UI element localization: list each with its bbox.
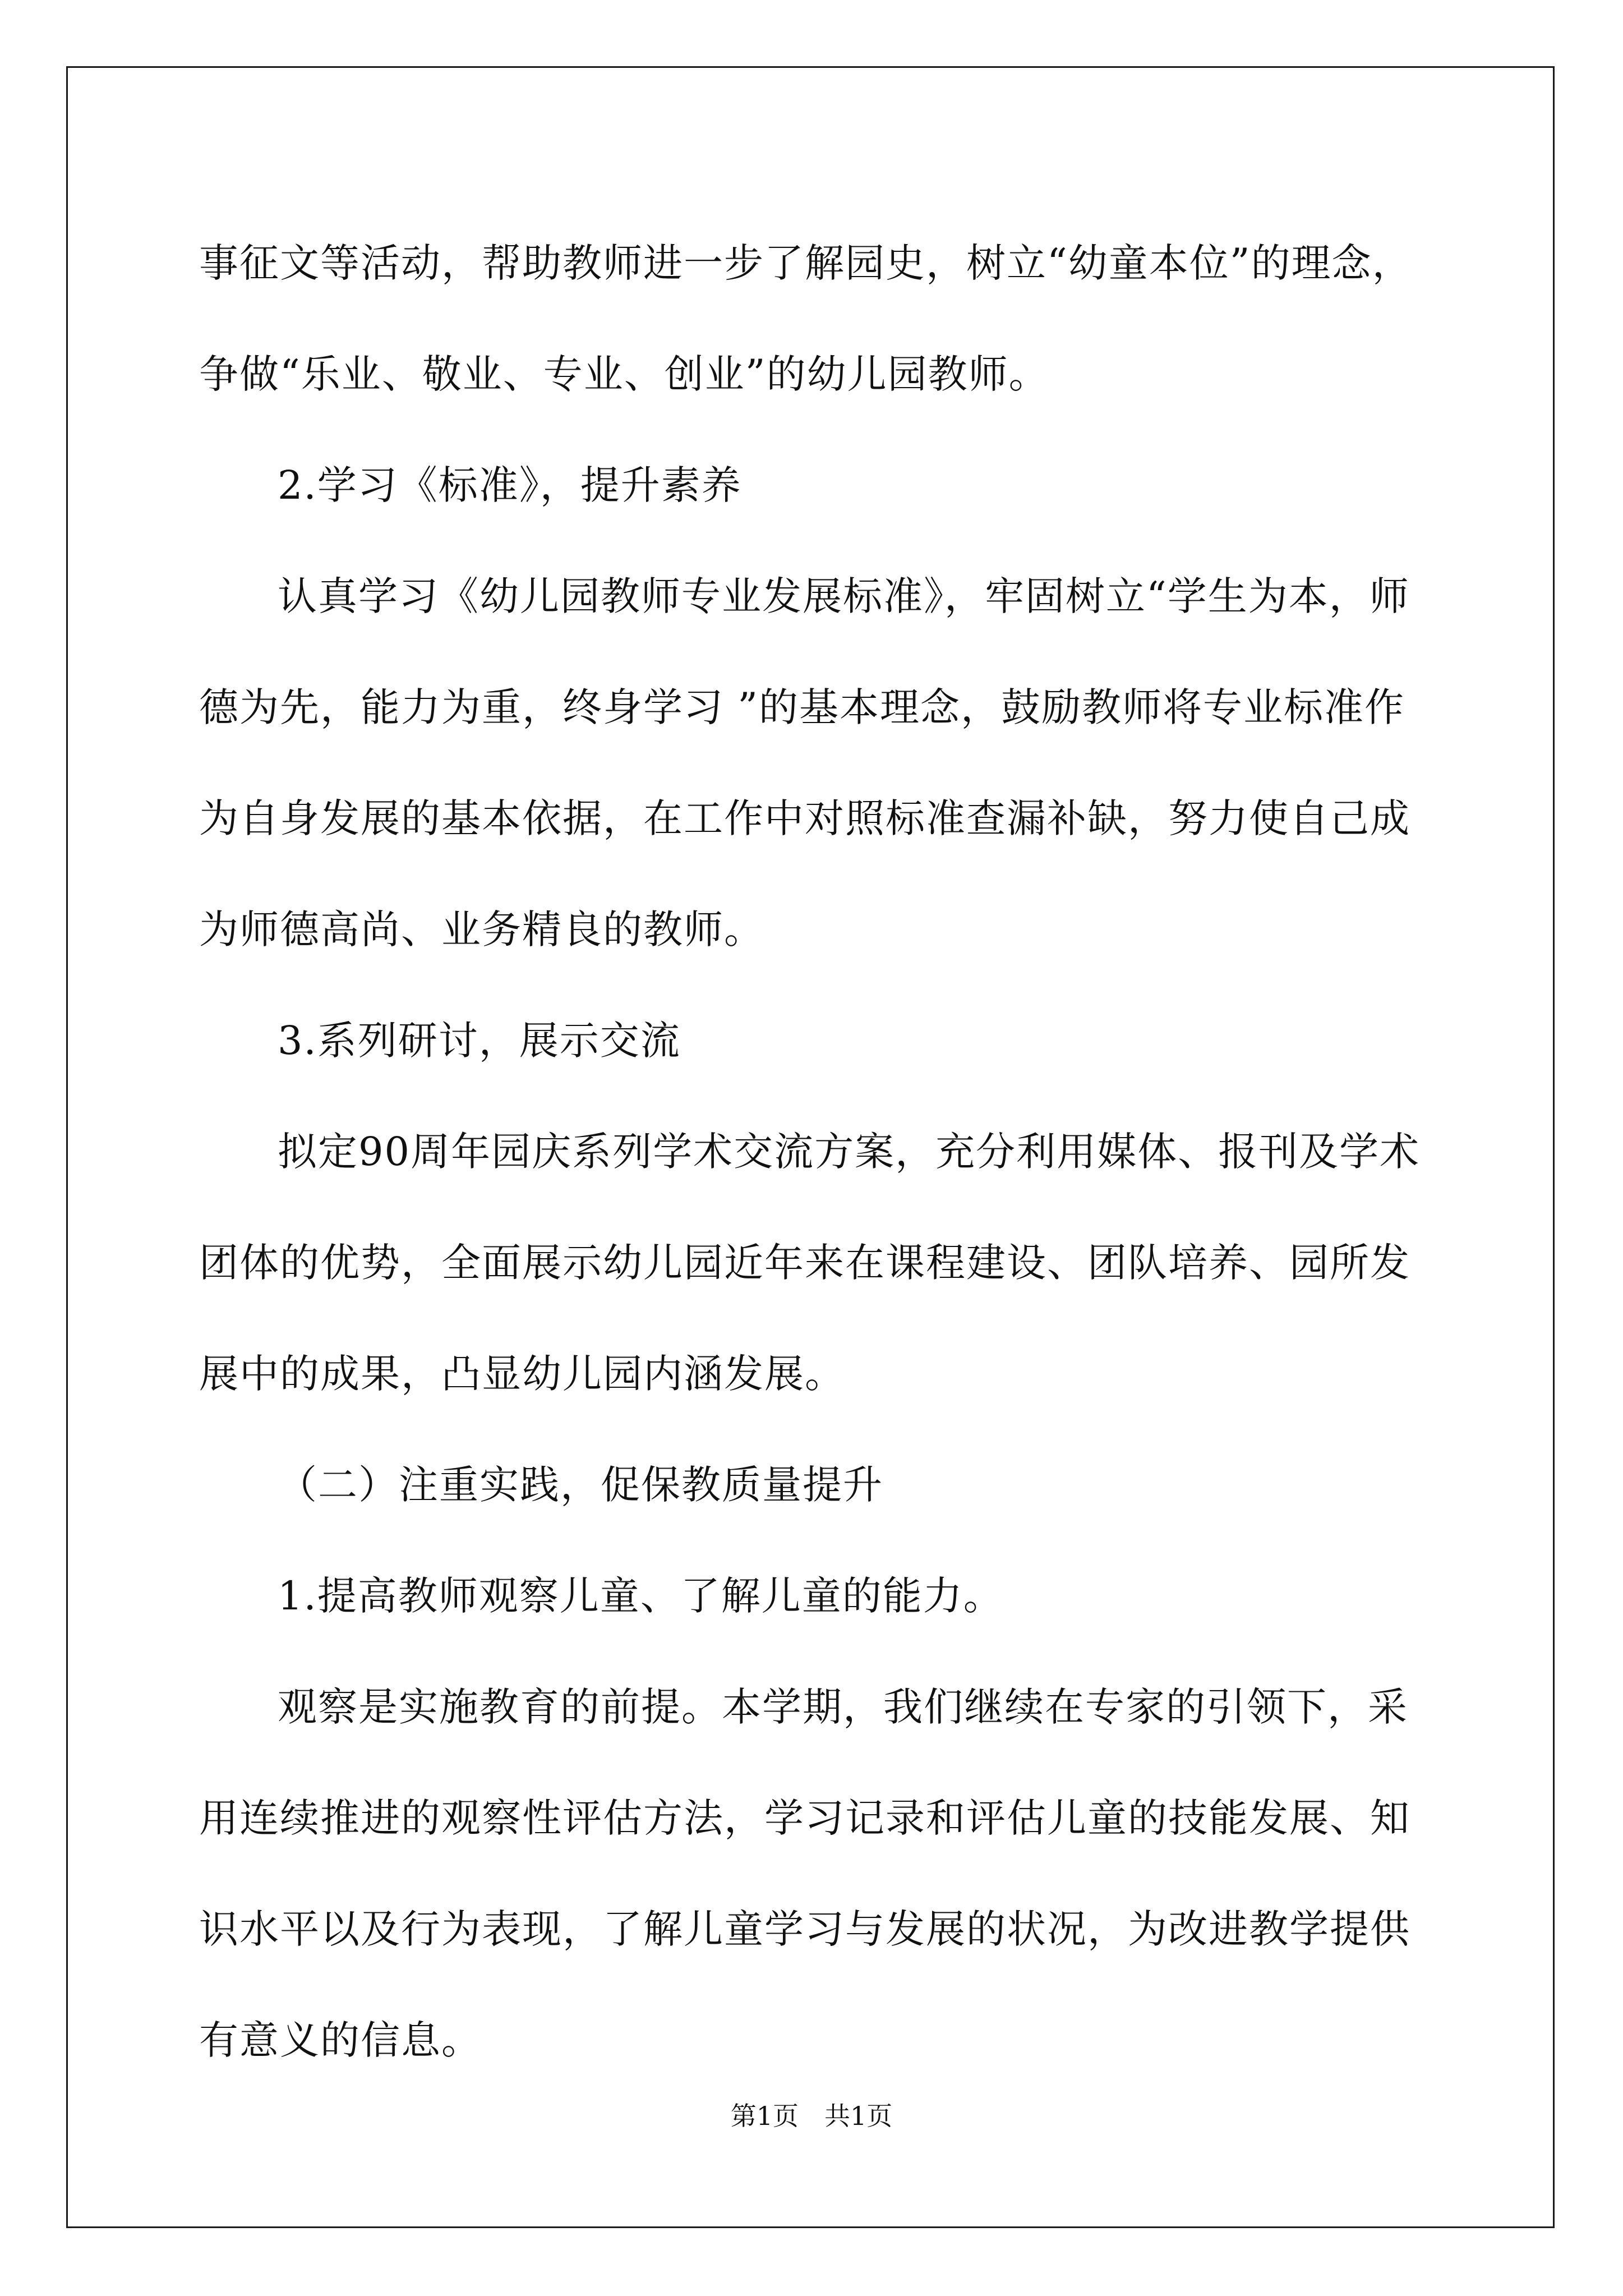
- section-heading: （二）注重实践，促保教质量提升: [278, 1462, 883, 1508]
- page-number: 第1页: [730, 2101, 799, 2131]
- text-line: 用连续推进的观察性评估方法，学习记录和评估儿童的技能发展、知: [199, 1795, 1410, 1841]
- section-heading: 2.学习《标准》，提升素养: [278, 462, 742, 508]
- text-line: 团体的优势，全面展示幼儿园近年来在课程建设、团队培养、园所发: [199, 1240, 1410, 1286]
- page-total: 共1页: [824, 2101, 893, 2131]
- text-line: 德为先，能力为重，终身学习 ”的基本理念，鼓励教师将专业标准作: [199, 684, 1405, 730]
- text-line: 展中的成果，凸显幼儿园内涵发展。: [199, 1351, 845, 1397]
- text-line: 认真学习《幼儿园教师专业发展标准》，牢固树立“学生为本，师: [278, 573, 1410, 619]
- text-line: 事征文等活动，帮助教师进一步了解园史，树立“幼童本位”的理念，: [199, 240, 1413, 286]
- text-line: 拟定90周年园庆系列学术交流方案，充分利用媒体、报刊及学术: [278, 1129, 1421, 1175]
- section-heading: 1.提高教师观察儿童、了解儿童的能力。: [278, 1573, 1004, 1619]
- section-heading: 3.系列研讨，展示交流: [278, 1018, 681, 1064]
- text-line: 争做“乐业、敬业、专业、创业”的幼儿园教师。: [199, 351, 1049, 397]
- text-line: 为师德高尚、业务精良的教师。: [199, 907, 764, 953]
- text-line: 识水平以及行为表现，了解儿童学习与发展的状况，为改进教学提供: [199, 1906, 1410, 1952]
- text-line: 观察是实施教育的前提。本学期，我们继续在专家的引领下，采: [278, 1684, 1408, 1730]
- page-footer: [0, 2099, 1623, 2133]
- document-body: [199, 208, 1433, 2096]
- text-line: 有意义的信息。: [199, 2017, 482, 2063]
- text-line: 为自身发展的基本依据，在工作中对照标准查漏补缺，努力使自己成: [199, 795, 1410, 841]
